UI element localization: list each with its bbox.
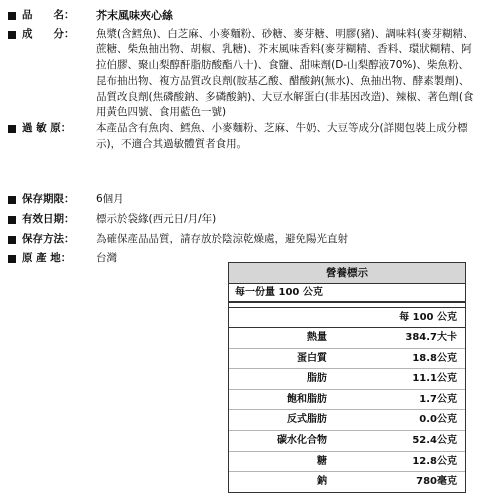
bullet-icon bbox=[8, 255, 16, 263]
ingredients-row bbox=[4, 27, 476, 122]
nutrient-value: 18.8公克 bbox=[412, 352, 457, 364]
nutrition-row-sodium bbox=[229, 472, 465, 492]
shelf-life-value: 6個月 bbox=[96, 193, 124, 205]
nutrient-name: 脂肪 bbox=[307, 373, 327, 385]
nutrition-row-saturated-fat bbox=[229, 390, 465, 411]
expiry-value: 標示於袋緣(西元日/月/年) bbox=[96, 212, 217, 225]
nutrient-value: 780毫克 bbox=[416, 476, 457, 488]
nutrition-table bbox=[228, 262, 466, 493]
product-name: 芥末風味夾心絲 bbox=[96, 9, 173, 22]
nutrient-name: 熱量 bbox=[307, 332, 327, 343]
origin-label: 原 產 地： bbox=[22, 252, 72, 265]
nutrient-name: 碳水化合物 bbox=[277, 434, 327, 446]
storage-label: 保存方法： bbox=[22, 232, 75, 245]
nutrient-name: 鈉 bbox=[317, 476, 327, 488]
nutrient-value: 11.1公克 bbox=[412, 373, 457, 385]
storage-row bbox=[4, 232, 476, 248]
nutrient-name: 反式脂肪 bbox=[287, 414, 327, 426]
bullet-icon bbox=[8, 216, 16, 224]
nutrition-row-carbohydrate bbox=[229, 431, 465, 452]
expiry-row bbox=[4, 212, 476, 228]
shelf-life-label: 保存期限： bbox=[22, 193, 75, 205]
nutrition-row-energy bbox=[229, 328, 465, 349]
allergen-row bbox=[4, 121, 476, 153]
nutrition-row-protein bbox=[229, 349, 465, 370]
nutrient-name: 蛋白質 bbox=[297, 352, 327, 364]
storage-info bbox=[4, 192, 476, 267]
bullet-icon bbox=[8, 125, 16, 133]
nutrient-value: 12.8公克 bbox=[412, 455, 457, 467]
bullet-icon bbox=[8, 12, 16, 20]
origin-value: 台灣 bbox=[96, 252, 117, 265]
nutrient-name: 糖 bbox=[317, 455, 327, 467]
nutrition-row-fat bbox=[229, 369, 465, 390]
bullet-icon bbox=[8, 31, 16, 39]
ingredients-label: 成 分： bbox=[22, 27, 75, 40]
nutrient-value: 0.0公克 bbox=[419, 414, 457, 426]
nutrition-row-sugar bbox=[229, 452, 465, 473]
nutrient-value: 384.7大卡 bbox=[405, 332, 457, 343]
per-unit-header: 每 100 公克 bbox=[229, 308, 465, 328]
nutrition-rows bbox=[229, 328, 465, 492]
bullet-icon bbox=[8, 196, 16, 204]
product-name-row bbox=[4, 8, 476, 25]
nutrient-value: 52.4公克 bbox=[412, 434, 457, 446]
expiry-label: 有效日期： bbox=[22, 212, 75, 225]
serving-size: 每一份量 100 公克 bbox=[229, 284, 465, 303]
bullet-icon bbox=[8, 236, 16, 244]
product-name-label: 品 名： bbox=[22, 9, 75, 21]
ingredients-text: 魚漿(含鱈魚)、白芝麻、小麥麵粉、砂糖、麥芽糖、明膠(豬)、調味料(麥芽糊精、蔗糖、柴魚抽出物、胡椒、乳糖)、芥末風味香料(麥芽糊精、香料、環狀糊精、阿拉伯膠、聚山梨醇酐脂肪酸酯八十)、食鹽、甜味劑(D-山梨醇液70%)、柴魚粉、昆布抽出物、複方品質改良劑(胺基乙酸、醋酸鈉(無水)、魚抽出物、酵素製劑)、品質改良劑(焦磷酸鈉、多磷酸鈉)、大豆水解蛋白(非基因改造)、辣椒、著色劑(食用黃色四號、食用藍色一號) bbox=[96, 27, 474, 119]
storage-value: 為確保產品品質，請存放於陰涼乾燥處，避免陽光直射 bbox=[96, 232, 348, 245]
nutrient-name: 飽和脂肪 bbox=[287, 393, 327, 405]
nutrition-title: 營養標示 bbox=[229, 263, 465, 284]
product-info bbox=[4, 8, 476, 153]
nutrient-value: 1.7公克 bbox=[419, 393, 457, 405]
allergen-label: 過 敏 原： bbox=[22, 122, 72, 134]
nutrition-row-trans-fat bbox=[229, 410, 465, 431]
shelf-life-row bbox=[4, 192, 476, 208]
allergen-text: 本產品含有魚肉、鱈魚、小麥麵粉、芝麻、牛奶、大豆等成分(詳閱包裝上成分標示)，不適合其過敏體質者食用。 bbox=[96, 122, 468, 150]
